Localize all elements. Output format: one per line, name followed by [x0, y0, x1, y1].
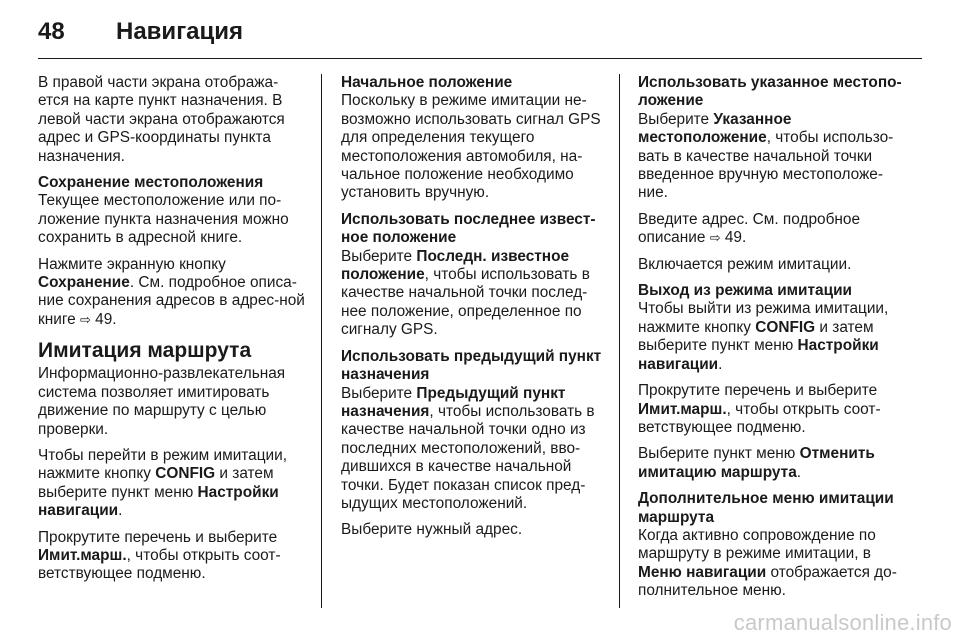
watermark: carmanualsonline.info — [733, 610, 952, 635]
route-simulation-enter: Чтобы перейти в режим имитации, нажмите кнопку CONFIG и затем выберите пункт меню Настройки навигации. — [38, 446, 288, 520]
page-header — [38, 18, 243, 46]
page-number: 48 — [38, 18, 65, 45]
save-location-instruction: Нажмите экранную кнопку Сохранение. См. подробное описа-ние сохранения адресов в адрес-ной книге ⇨ 49. — [38, 255, 305, 328]
last-known-heading: Использовать последнее извест-ное положение — [341, 210, 596, 247]
exit-simulation-heading: Выход из режима имитации — [638, 282, 853, 300]
save-button-label: Сохранение — [38, 274, 130, 292]
start-position-heading: Начальное положение — [341, 74, 513, 91]
page-reference: 49. — [724, 229, 747, 247]
exit-simulation-scroll: Прокрутите перечень и выберите Имит.марш., чтобы открыть соот-ветствующее подменю. — [638, 382, 881, 436]
specified-location-text: Выберите Указанное местоположение, чтобы использо-вать в качестве начальной точки введенное вручную местоположе-ние. — [638, 110, 894, 202]
column-separator — [619, 74, 620, 608]
previous-destination-heading: Использовать предыдущий пункт назначения — [341, 347, 602, 384]
last-known-text: Выберите Последн. известное положение, чтобы использовать в качестве начальной точки послед-нее положение, определенное по сигналу GPS. — [341, 247, 590, 339]
column-3 — [638, 74, 908, 609]
route-simulation-text: Информационно-развлекательная система позволяет имитировать движение по маршруту с целью проверки. — [38, 365, 286, 438]
page-reference: 49. — [95, 310, 117, 328]
route-simulation-heading: Имитация маршрута — [38, 339, 252, 363]
extra-menu-text: Когда активно сопровождение по маршруту в режиме имитации, в Меню навигации отображается до-полнительное меню. — [638, 526, 897, 600]
specified-location-heading: Использовать указанное местопо-ложение — [638, 74, 902, 110]
exit-simulation-text: Чтобы выйти из режима имитации, нажмите кнопку CONFIG и затем выберите пункт меню Настройки навигации. — [638, 300, 889, 373]
page-reference-arrow-icon: ⇨ — [79, 311, 91, 327]
start-position-text: Поскольку в режиме имитации не-возможно использовать сигнал GPS для определения текущего местоположения автомобиля, на-чальное положение необходимо установить вручную. — [341, 92, 601, 202]
simulation-on-text: Включается режим имитации. — [638, 255, 852, 273]
enter-address-text: Введите адрес. См. подробное описание ⇨ 49. — [638, 210, 861, 247]
save-location-text: Текущее местоположение или по-ложение пункта назначения можно сохранить в адресной книге. — [38, 192, 289, 247]
cancel-simulation-text: Выберите пункт меню Отменить имитацию маршрута. — [638, 445, 875, 481]
extra-menu-heading: Дополнительное меню имитации маршрута — [638, 490, 894, 526]
route-simulation-scroll: Прокрутите перечень и выберите Имит.марш., чтобы открыть соот-ветствующее подменю. — [38, 528, 281, 583]
save-location-heading: Сохранение местоположения — [38, 174, 264, 192]
column-2 — [341, 74, 609, 548]
page-title: Навигация — [116, 18, 244, 45]
select-address-text: Выберите нужный адрес. — [341, 521, 523, 539]
previous-destination-text: Выберите Предыдущий пункт назначения, чтобы использовать в качестве начальной точки одно из последних местоположений, вво-дившихся в качестве начальной точки. Будет показан список пред-ыдущих местоположений. — [341, 384, 595, 512]
intro-paragraph: В правой части экрана отобража-ется на карте пункт назначения. В левой части экрана отображаются адрес и GPS-координаты пункта назначения. — [38, 74, 285, 165]
column-separator — [321, 74, 322, 608]
header-rule — [38, 58, 922, 59]
column-1 — [38, 74, 306, 592]
page-reference-arrow-icon: ⇨ — [709, 230, 721, 246]
